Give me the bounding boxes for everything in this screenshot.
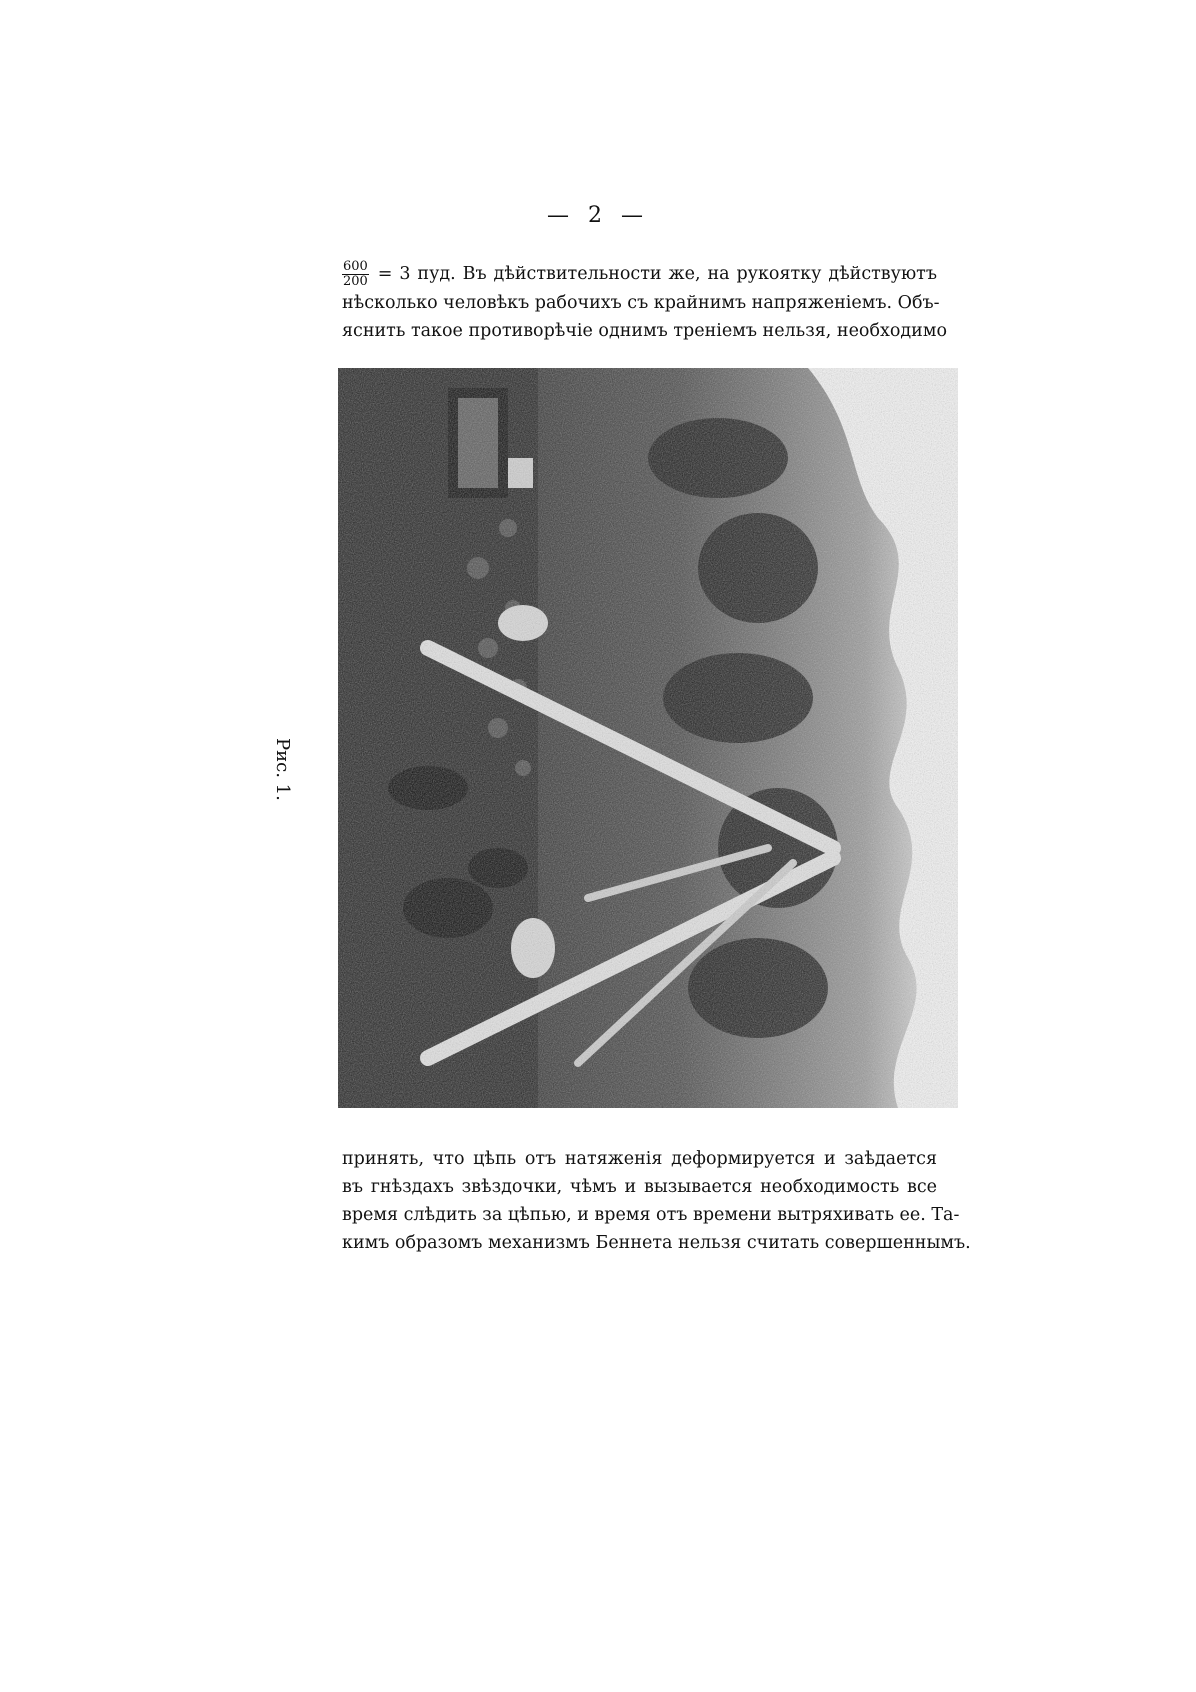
top-paragraph: [342, 259, 947, 345]
text-line-3: яснить такое противорѣчіе однимъ треніемъ нельзя, необходимо: [342, 321, 947, 341]
text-line-7: кимъ образомъ механизмъ Беннета нельзя считать совершеннымъ.: [342, 1233, 971, 1253]
bottom-paragraph: [342, 1145, 971, 1257]
fraction-numerator: 600: [343, 259, 368, 274]
text-line-6: время слѣдить за цѣпью, и время отъ времени вытряхивать ее. Та-: [342, 1205, 960, 1225]
photo-drawing: [338, 368, 958, 1108]
text-line-1: [342, 260, 937, 289]
figure-caption: Рис. 1.: [272, 738, 293, 801]
text-line-2: нѣсколько человѣкъ рабочихъ съ крайнимъ напряженіемъ. Объ-: [342, 293, 940, 313]
text-line-5: въ гнѣздахъ звѣздочки, чѣмъ и вызывается необходимость все: [342, 1177, 937, 1197]
fraction: [342, 260, 369, 289]
text-line-4: принять, что цѣпь отъ натяженія деформируется и заѣдается: [342, 1149, 937, 1169]
photo-figure: [338, 368, 958, 1108]
fraction-denominator: 200: [343, 274, 368, 289]
page-number: — 2 —: [547, 203, 649, 228]
text-line-1-rest: = 3 пуд. Въ дѣйствительности же, на рукоятку дѣйствуютъ: [377, 264, 937, 284]
